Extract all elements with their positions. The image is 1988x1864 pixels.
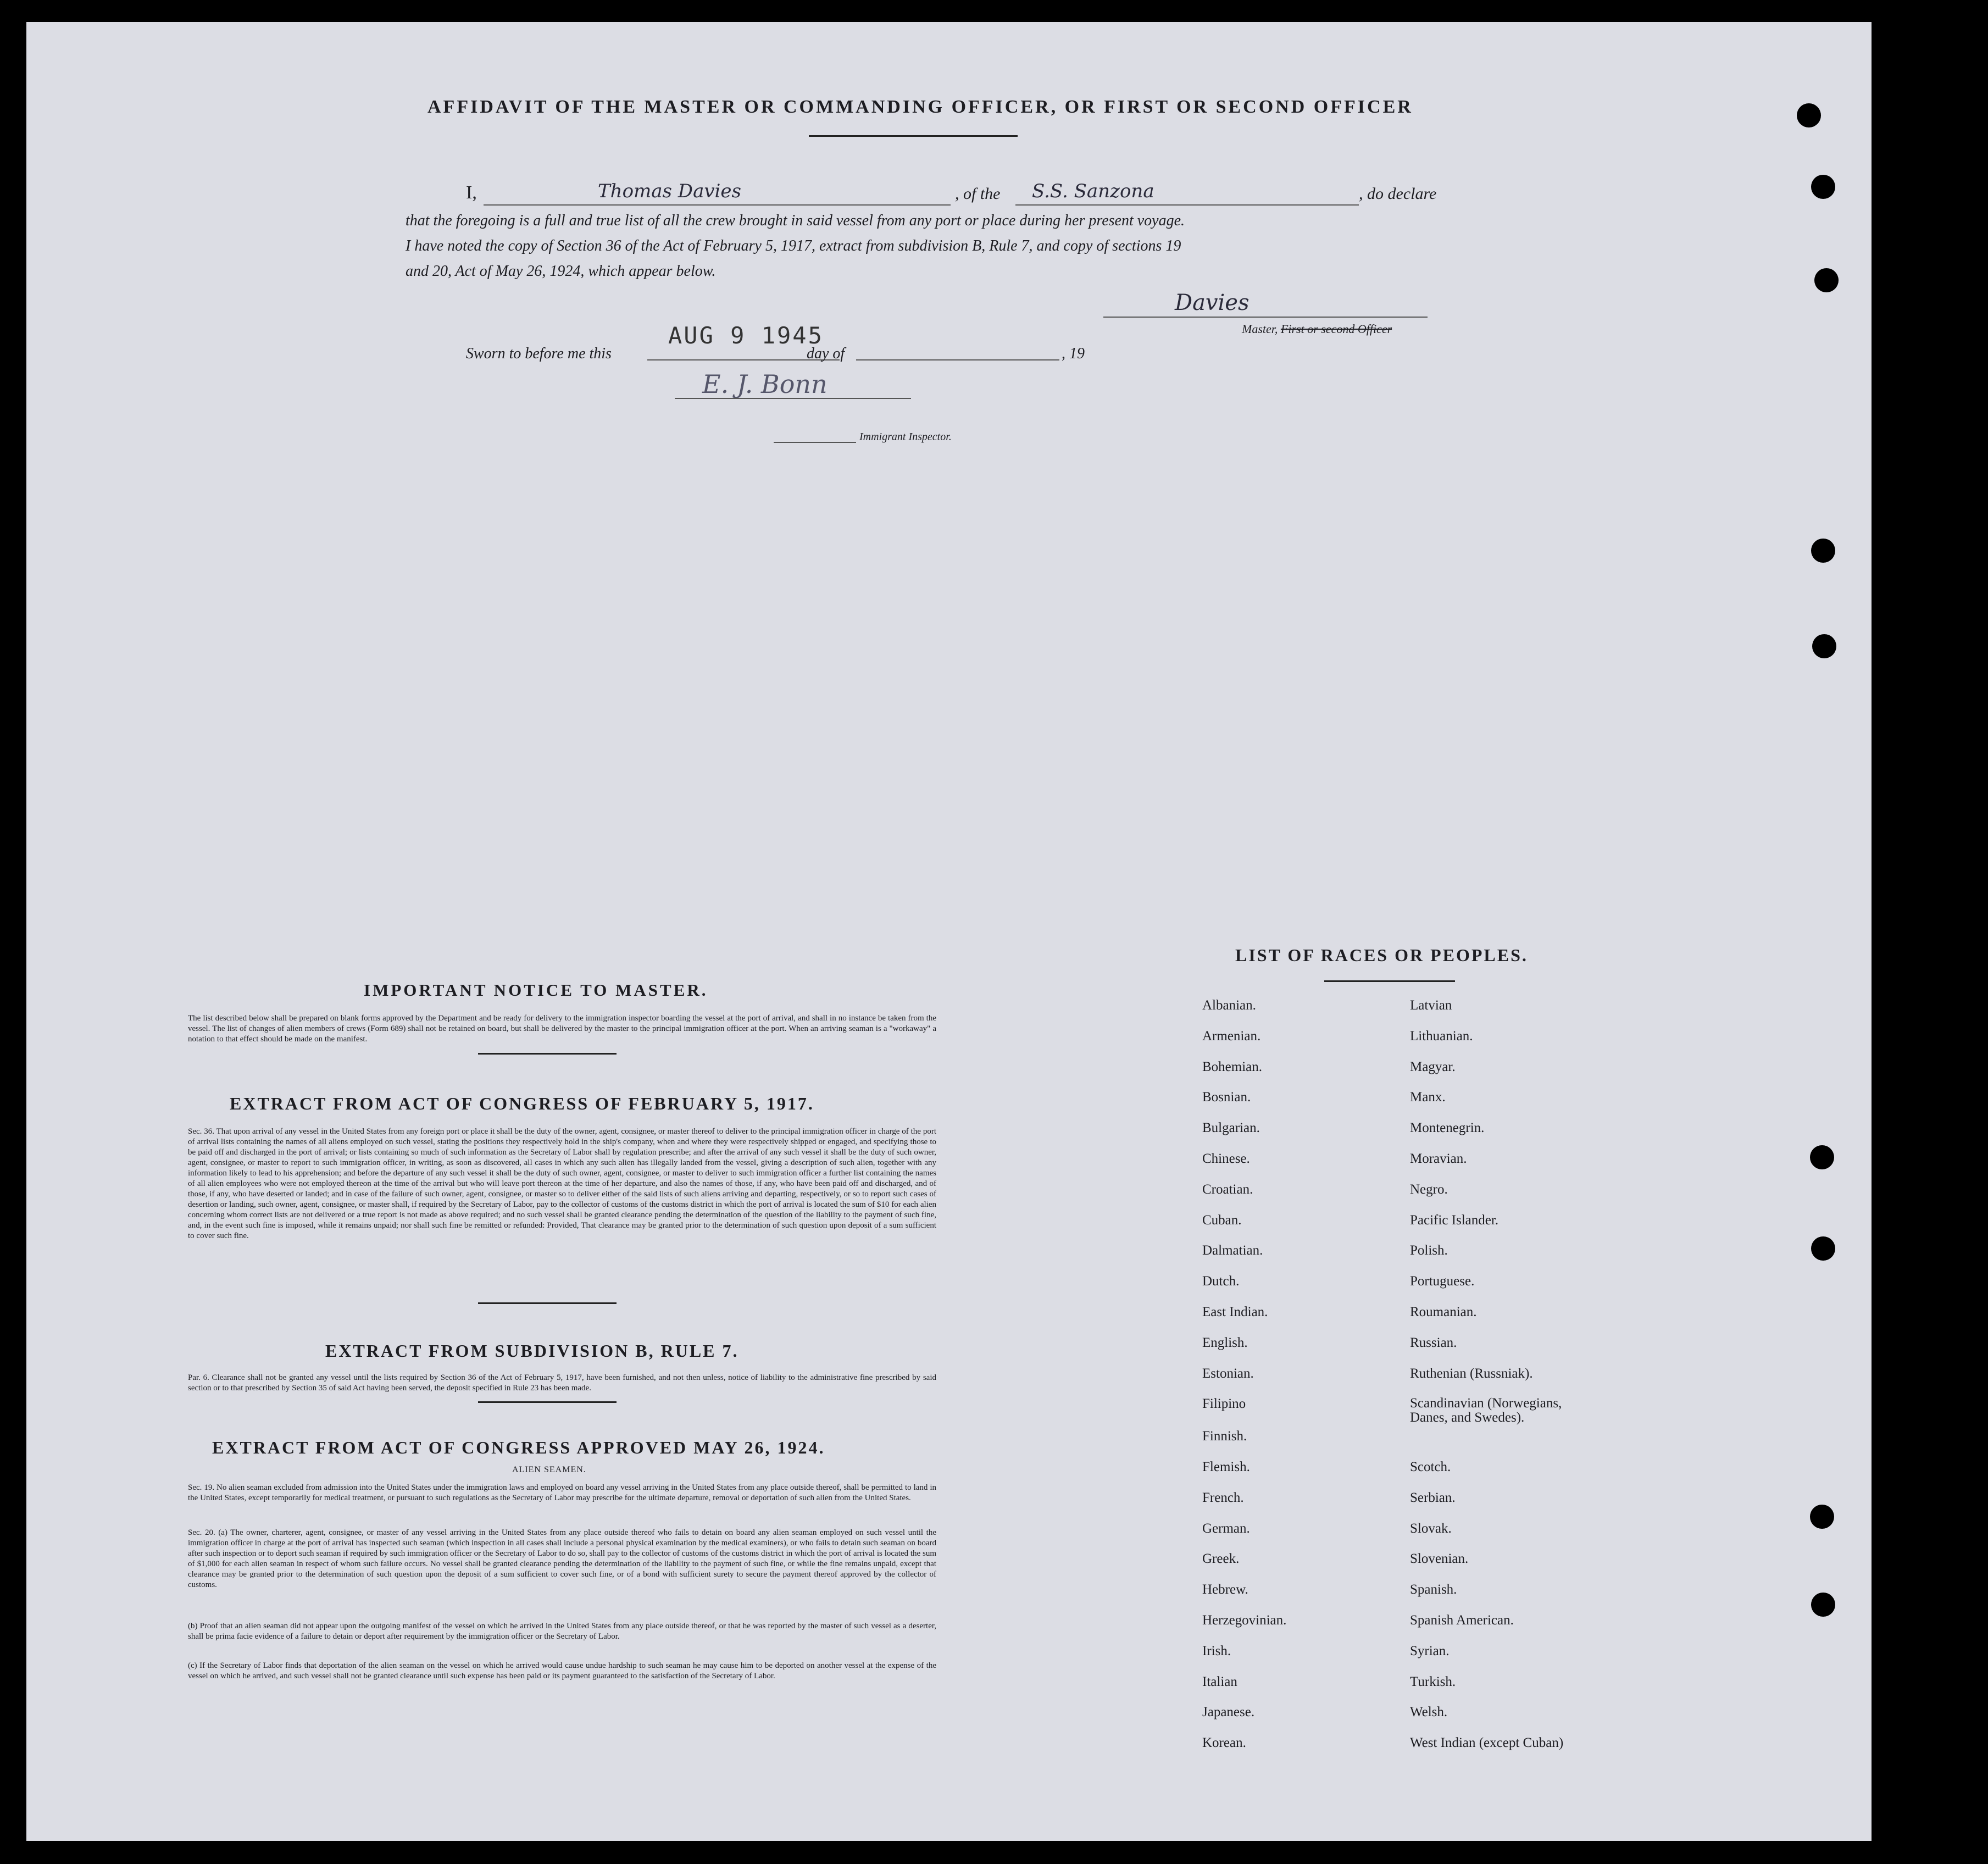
race-item: Albanian.: [1202, 998, 1256, 1013]
rule7-body: Par. 6. Clearance shall not be granted any vessel until the lists required by Section 36 of the Act of February 5, 1917, have been furnished, and not then unless, notice of liability to the administrative fine prescribed by said section or to that prescribed by Section 35 of said Act having been served, the deposit specified in Rule 23 has been made.: [188, 1373, 936, 1393]
race-item: Roumanian.: [1410, 1305, 1477, 1319]
race-item: Scotch.: [1410, 1460, 1451, 1474]
affidavit-i: I,: [466, 182, 477, 203]
race-item: Armenian.: [1202, 1028, 1261, 1044]
race-item: Portuguese.: [1410, 1274, 1475, 1289]
race-item: Korean.: [1202, 1735, 1246, 1751]
notice-body: The list described below shall be prepared on blank forms approved by the Department and be ready for delivery to the immigration inspector boarding the vessel at the port of arrival, and shall in no instance be taken from the vessel. The list of changes of alien members of crews (Form 689) shall not be retained on board, but shall be delivered by the master to the principal immigration officer at the port. When an arriving seaman is a "workaway" a notation to that effect should be made on the manifest.: [188, 1014, 936, 1044]
vessel-name: S.S. Sanzona: [1032, 180, 1154, 202]
date-stamp: AUG 9 1945: [668, 322, 824, 349]
punch-hole: [1810, 1145, 1834, 1169]
rule7-title: EXTRACT FROM SUBDIVISION B, RULE 7.: [325, 1341, 739, 1361]
form-sheet: [26, 22, 1872, 1841]
race-item: Dalmatian.: [1202, 1243, 1263, 1258]
race-item: Irish.: [1202, 1643, 1231, 1658]
race-item: French.: [1202, 1490, 1244, 1505]
race-item: German.: [1202, 1521, 1250, 1536]
inspector-signature-underline: [675, 398, 911, 399]
of-the-label: , of the: [955, 185, 1001, 203]
extract-1917-body: Sec. 36. That upon arrival of any vessel in the United States from any foreign port or place it shall be the duty of the owner, agent, consignee, or master thereof to deliver to the principal immigration officer in charge of the port of arrival lists containing the names of all aliens employed on such vessel, stating the positions they respectively hold in the ship's company, when and where they were respectively shipped or engaged, and specifying those to be paid off and discharged in the port of arrival; or lists containing so much of such information as the Secretary of Labor shall by regulation prescribe; and after the arrival of any such vessel it shall be the duty of such owner, agent, consignee, or master to report to such immigration officer, in writing, as soon as discovered, all cases in which any such alien has illegally landed from the vessel, giving a description of such alien, together with any information likely to lead to his apprehension; and before the departure of any such vessel it shall be the duty of such owner, agent, consignee, or master to deliver to such immigration officer a further list containing the names of all alien employees who were not employed thereon at the time of the arrival but who will leave port thereon at the time of her departure, and also the names of those, if any, who have been paid off and discharged, and of those, if any, who have deserted or landed; and in case of the failure of such owner, agent, consignee, or master so to deliver either of the said lists of such aliens arriving and departing, respectively, or so to report such cases of desertion or landing, such owner, agent, consignee, or master shall, if required by the Secretary of Labor, pay to the collector of customs of the customs district in which the port of arrival is located the sum of $10 for each alien concerning whom correct lists are not delivered or a true report is not made as above required; and no such vessel shall be granted clearance pending the determination of the question of the liability to the payment of such fine, and, in the event such fine is imposed, while it remains unpaid; nor shall such fine be remitted or refunded: Provided, That clearance may be granted prior to the determination of such question upon deposit of a sum sufficient to cover such fine.: [188, 1127, 936, 1240]
race-item: Negro.: [1410, 1181, 1448, 1197]
punch-hole: [1814, 268, 1839, 292]
race-item: Bohemian.: [1202, 1059, 1263, 1074]
notice-title: IMPORTANT NOTICE TO MASTER.: [364, 980, 708, 1000]
extract-1924-title: EXTRACT FROM ACT OF CONGRESS APPROVED MAY 26, 1924.: [212, 1438, 825, 1457]
master-name: Thomas Davies: [598, 180, 741, 202]
race-item: Scandinavian (Norwegians, Danes, and Swedes).: [1410, 1396, 1562, 1425]
declaration-line-3: and 20, Act of May 26, 1924, which appear below.: [406, 263, 716, 280]
punch-hole: [1811, 1236, 1835, 1261]
races-divider: [1324, 980, 1455, 982]
name-underline: [484, 204, 951, 206]
race-item: Slovak.: [1410, 1521, 1452, 1536]
master-label: Master,: [1242, 322, 1278, 336]
race-item: Chinese.: [1202, 1151, 1250, 1166]
race-item: Montenegrin.: [1410, 1120, 1485, 1136]
race-item: Manx.: [1410, 1090, 1446, 1105]
race-item: English.: [1202, 1335, 1248, 1350]
race-item: Finnish.: [1202, 1429, 1247, 1444]
year-label: , 19: [1062, 345, 1085, 362]
punch-hole: [1812, 634, 1836, 658]
race-item: Hebrew.: [1202, 1582, 1248, 1597]
race-item: Flemish.: [1202, 1460, 1250, 1474]
race-item: Moravian.: [1410, 1151, 1467, 1166]
month-underline: [856, 359, 1059, 360]
race-item: Japanese.: [1202, 1705, 1255, 1720]
declaration-line-2: I have noted the copy of Section 36 of the Act of February 5, 1917, extract from subdivision B, Rule 7, and copy of sections 19: [406, 237, 1181, 254]
day-of-label: day of: [807, 345, 845, 362]
race-item: Filipino: [1202, 1396, 1246, 1412]
race-item: Welsh.: [1410, 1705, 1448, 1720]
race-item: Lithuanian.: [1410, 1028, 1473, 1044]
sec20a-text: Sec. 20. (a) The owner, charterer, agent, consignee, or master of any vessel arriving in the United States from any place outside thereof who fails to detain on board any alien seaman employed on such vessel until the immigration officer in charge at the port of arrival has inspected such seaman (which inspection in all cases shall include a personal physical examination by the medical examiners), or who fails to detain such seaman on board after such inspection or to deport such seaman if required by such immigration officer or the Secretary of Labor to do so, shall pay to the collector of customs of the customs district in which the port of arrival is located the sum of $1,000 for each alien seaman in respect of whom such failure occurs. No vessel shall be granted clearance pending the determination of the liability to the payment of such fine, or while the fine remains unpaid, except that clearance may be granted prior to the determination of such question upon the deposit of a sum sufficient to cover such fine, or of a bond with sufficient surety to secure the payment thereof approved by the collector of customs.: [188, 1528, 936, 1589]
race-item: Dutch.: [1202, 1274, 1240, 1289]
sec19-text: Sec. 19. No alien seaman excluded from admission into the United States under the immigration laws and employed on board any vessel arriving in the United States from any place outside thereof, shall be permitted to land in the United States, except temporarily for medical treatment, or pursuant to such regulations as the Secretary of Labor may prescribe for the ultimate departure, removal or deportation of such alien from the United States.: [188, 1483, 936, 1502]
officer-title: [1242, 322, 1392, 336]
race-item: Croatian.: [1202, 1181, 1253, 1197]
race-item: Spanish American.: [1410, 1613, 1514, 1628]
races-title: LIST OF RACES OR PEOPLES.: [1235, 945, 1528, 965]
master-signature: Davies: [1175, 290, 1250, 315]
punch-hole: [1811, 1593, 1835, 1617]
sworn-label: Sworn to before me this: [466, 345, 612, 362]
notice-divider: [478, 1053, 617, 1055]
race-item: Serbian.: [1410, 1490, 1456, 1505]
race-item: East Indian.: [1202, 1305, 1268, 1319]
punch-hole: [1811, 539, 1835, 563]
affidavit-title: AFFIDAVIT OF THE MASTER OR COMMANDING OFFICER, OR FIRST OR SECOND OFFICER: [427, 97, 1413, 117]
race-item: Polish.: [1410, 1243, 1448, 1258]
race-item: Pacific Islander.: [1410, 1212, 1499, 1228]
sec20c-text: (c) If the Secretary of Labor finds that deportation of the alien seaman on the vessel on which he arrived would cause undue hardship to such seaman he may cause him to be deported on another vessel at the expense of the vessel on which he arrived, and such vessel shall not be granted clearance until such expense has been paid or its payment guaranteed to the satisfaction of the Secretary of Labor.: [188, 1661, 936, 1680]
signature-underline: [1103, 317, 1428, 318]
race-item: Bulgarian.: [1202, 1120, 1260, 1136]
punch-hole: [1810, 1505, 1834, 1529]
inspector-label: Immigrant Inspector.: [859, 431, 952, 443]
extract-1917-title: EXTRACT FROM ACT OF CONGRESS OF FEBRUARY 5, 1917.: [230, 1094, 814, 1113]
title-divider: [809, 135, 1018, 137]
sec20b-text: (b) Proof that an alien seaman did not appear upon the outgoing manifest of the vessel on which he arrived in the United States from any place outside thereof, or that he was reported by the master of such vessel as a deserter, shall be prima facie evidence of a failure to detain or deport after requirement by the immigration officer or the Secretary of Labor.: [188, 1622, 936, 1641]
race-item: West Indian (except Cuban): [1410, 1735, 1564, 1751]
extract-1917-divider: [478, 1302, 617, 1304]
race-item: Turkish.: [1410, 1674, 1456, 1689]
inspector-signature: E. J. Bonn: [702, 369, 828, 399]
race-item: Russian.: [1410, 1335, 1457, 1350]
struck-officer-label: First or second Officer: [1280, 322, 1392, 336]
race-item: Magyar.: [1410, 1059, 1456, 1074]
race-item: Latvian: [1410, 998, 1452, 1013]
race-item: Spanish.: [1410, 1582, 1457, 1597]
race-item: Syrian.: [1410, 1643, 1450, 1658]
declaration-line-1: that the foregoing is a full and true list of all the crew brought in said vessel from any port or place during her present voyage.: [406, 212, 1185, 229]
race-item: Slovenian.: [1410, 1551, 1469, 1567]
do-declare-label: , do declare: [1359, 185, 1437, 203]
race-item: Estonian.: [1202, 1366, 1254, 1381]
race-item: Greek.: [1202, 1551, 1240, 1567]
alien-seamen-subtitle: ALIEN SEAMEN.: [512, 1465, 586, 1474]
vessel-underline: [1015, 204, 1359, 206]
race-item: Cuban.: [1202, 1212, 1242, 1228]
race-item: Ruthenian (Russniak).: [1410, 1366, 1533, 1381]
race-item: Bosnian.: [1202, 1090, 1251, 1105]
punch-hole: [1811, 175, 1835, 199]
race-item: Herzegovinian.: [1202, 1613, 1287, 1628]
inspector-short-line: [774, 442, 856, 443]
punch-hole: [1797, 103, 1821, 127]
rule7-divider: [478, 1401, 617, 1403]
race-item: Italian: [1202, 1674, 1237, 1689]
